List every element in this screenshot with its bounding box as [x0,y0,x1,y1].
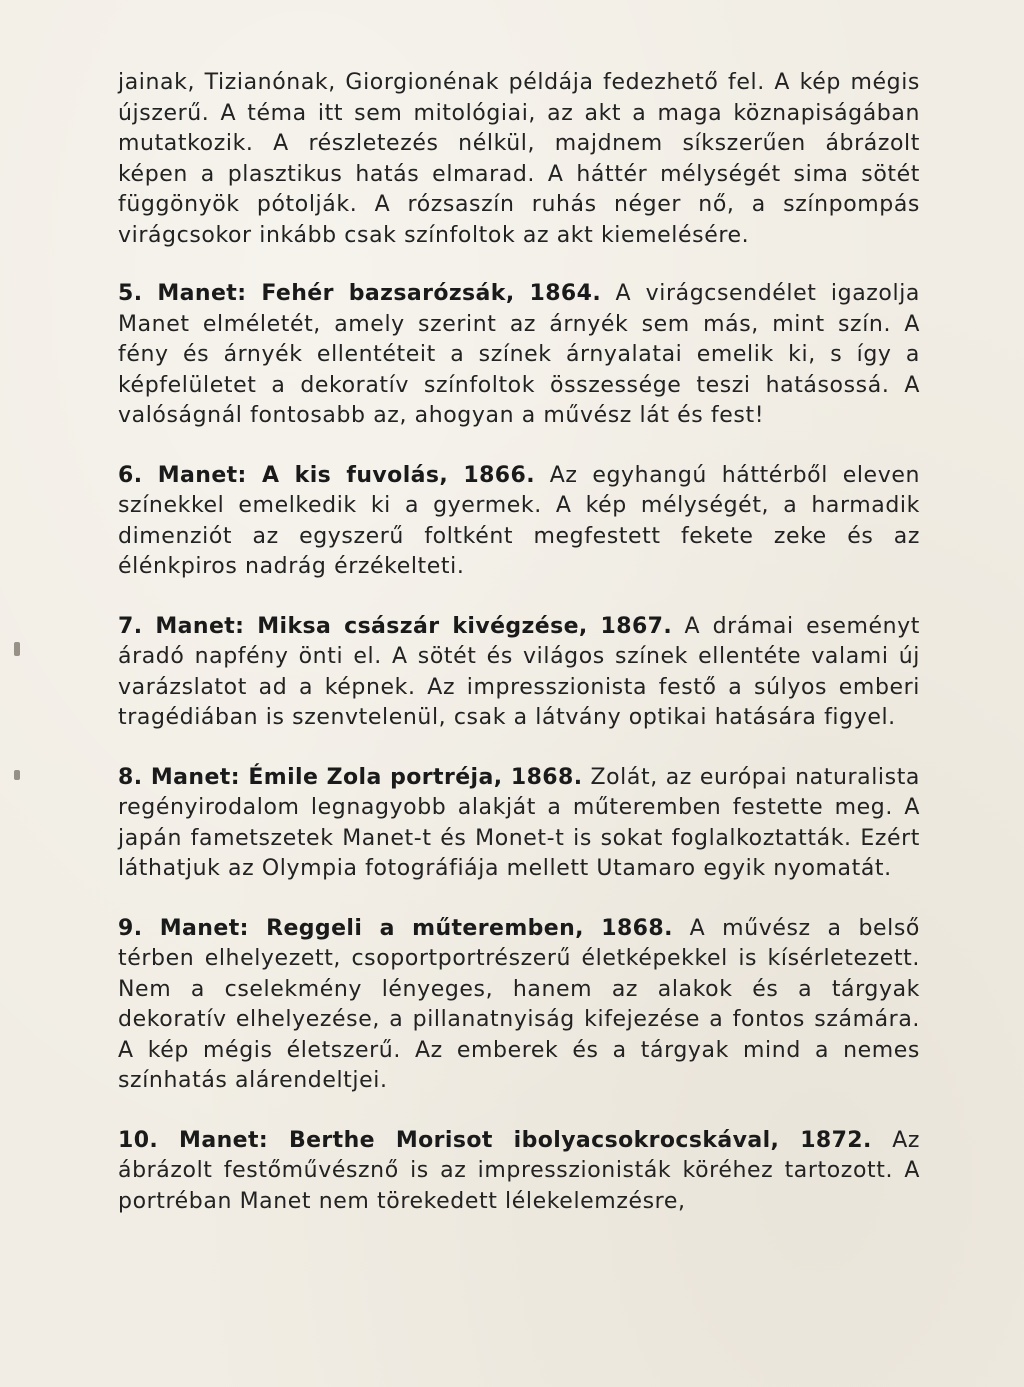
entry-paragraph [118,612,920,734]
entry-text: Az egyhangú háttérből eleven színekkel emelkedik ki a gyermek. A kép mélységét, a harmadik dimenziót az egyszerű foltként megfestett fekete zeke és az élénkpiros nadrág érzékelteti. [118,462,920,579]
entry-paragraph [118,461,920,583]
entry-paragraph [118,1126,920,1218]
entry-heading: 8. Manet: Émile Zola portréja, 1868. [118,764,583,790]
entry-heading: 7. Manet: Miksa császár kivégzése, 1867. [118,613,673,639]
entry-text: A művész a belső térben elhelyezett, csoportportrészerű életképekkel is kísérletezett. Nem a cselekmény lényeges, hanem az alakok és a tárgyak dekoratív elhelyezése, a pillanatnyiság kifejezése a fontos számára. A kép mégis életszerű. Az emberek és a tárgyak mind a nemes színhatás alárendeltjei. [118,915,920,1093]
entry-paragraph [118,914,920,1097]
text-column [118,68,920,1246]
intro-text: jainak, Tizianónak, Giorgionénak példája fedezhető fel. A kép mégis újszerű. A téma itt sem mitológiai, az akt a maga köznapiságában mutatkozik. A részletezés nélkül, majdnem síkszerűen ábrázolt képen a plasztikus hatás elmarad. A háttér mélységét sima sötét függönyök pótolják. A rózsaszín ruhás néger nő, a színpompás virágcsokor inkább csak színfoltok az akt kiemelésére. [118,70,920,248]
entry-heading: 5. Manet: Fehér bazsarózsák, 1864. [118,281,602,306]
entry-text: A virágcsendélet igazolja Manet elméletét, amely szerint az árnyék sem más, mint szín. A fény és árnyék ellentéteit a színek árnyalatai emelik ki, s így a képfelületet a dekoratív színfoltok összessége teszi hatásossá. A valóságnál fontosabb az, ahogyan a művész lát és fest! [118,281,921,428]
entry-text: Zolát, az európai naturalista regényirodalom legnagyobb alakját a műteremben festette meg. A japán fametszetek Manet-t és Monet-t is sokat foglalkoztatták. Ezért láthatjuk az Olympia fotográfiája mellett Utamaro egyik nyomatát. [118,764,921,881]
entry-text: Az ábrázolt festőművésznő is az impresszionisták köréhez tartozott. A portréban Manet nem törekedett lélekelemzésre, [118,1127,920,1214]
margin-mark [14,642,20,656]
entry-heading: 6. Manet: A kis fuvolás, 1866. [118,462,535,488]
entry-heading: 10. Manet: Berthe Morisot ibolyacsokrocskával, 1872. [118,1127,872,1153]
intro-paragraph [118,68,920,251]
entry-text: A drámai eseményt áradó napfény önti el. A sötét és világos színek ellentéte valami új varázslatot ad a képnek. Az impresszionista festő a súlyos emberi tragédiában is szenvtelenül, csak a látvány optikai hatására figyel. [118,613,921,730]
entry-paragraph [118,279,920,432]
entry-paragraph [118,763,920,885]
margin-mark [14,770,20,780]
entry-heading: 9. Manet: Reggeli a műteremben, 1868. [118,915,673,941]
